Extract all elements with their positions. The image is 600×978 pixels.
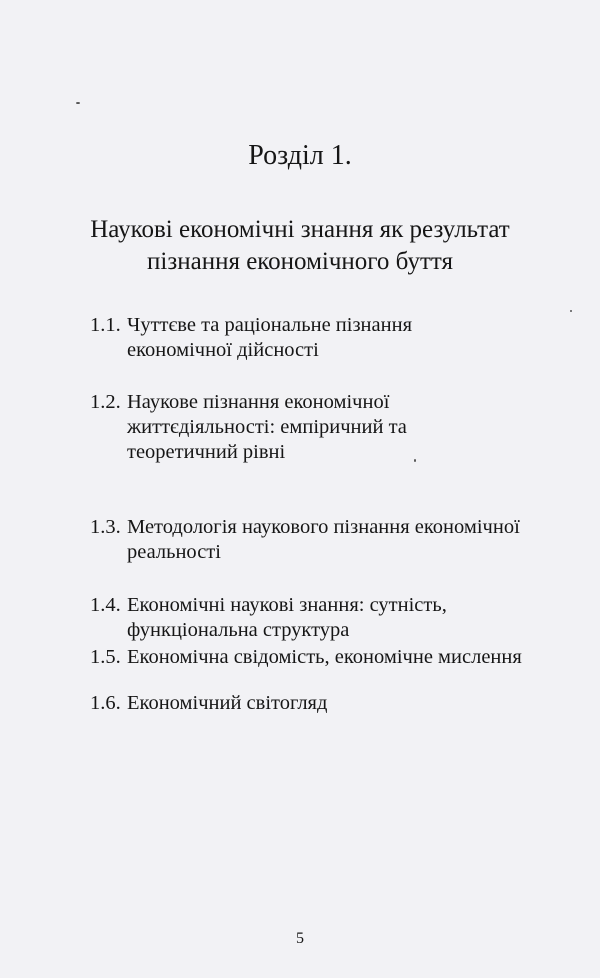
toc-item [90, 645, 590, 670]
toc-item-number: 1.3. [90, 516, 121, 538]
toc-item-text: Методологія наукового пізнання економічної реальності [127, 516, 520, 563]
toc-item-text: Чуттєве та раціональне пізнання економічної дійсності [127, 314, 412, 361]
toc-item-number: 1.2. [90, 391, 121, 413]
toc-item [90, 313, 420, 363]
toc-item [90, 691, 590, 716]
toc-item-number: 1.6. [90, 692, 121, 714]
toc-item-text: Економічна свідомість, економічне мислення [127, 646, 522, 668]
section-label: Розділ 1. [248, 140, 352, 171]
toc-item [90, 390, 565, 465]
scan-speck [76, 102, 80, 104]
toc-item-number: 1.1. [90, 314, 121, 336]
toc-item [90, 515, 590, 565]
toc-item-number: 1.5. [90, 646, 121, 668]
page-number: 5 [296, 930, 304, 947]
chapter-title-line-1: Наукові економічні знання як результат [90, 216, 510, 243]
chapter-title-line-2: пізнання економічного буття [147, 248, 453, 275]
toc-item-number: 1.4. [90, 594, 121, 616]
toc-item [90, 593, 450, 643]
toc-item-text: Економічні наукові знання: сутність, функціональна структура [127, 594, 447, 641]
toc-item-text: Економічний світогляд [127, 692, 328, 714]
toc-item-text: Наукове пізнання економічної життєдіяльності: емпіричний та теоретичний рівні [127, 391, 407, 463]
scan-speck [570, 310, 572, 312]
scan-speck [414, 459, 416, 462]
